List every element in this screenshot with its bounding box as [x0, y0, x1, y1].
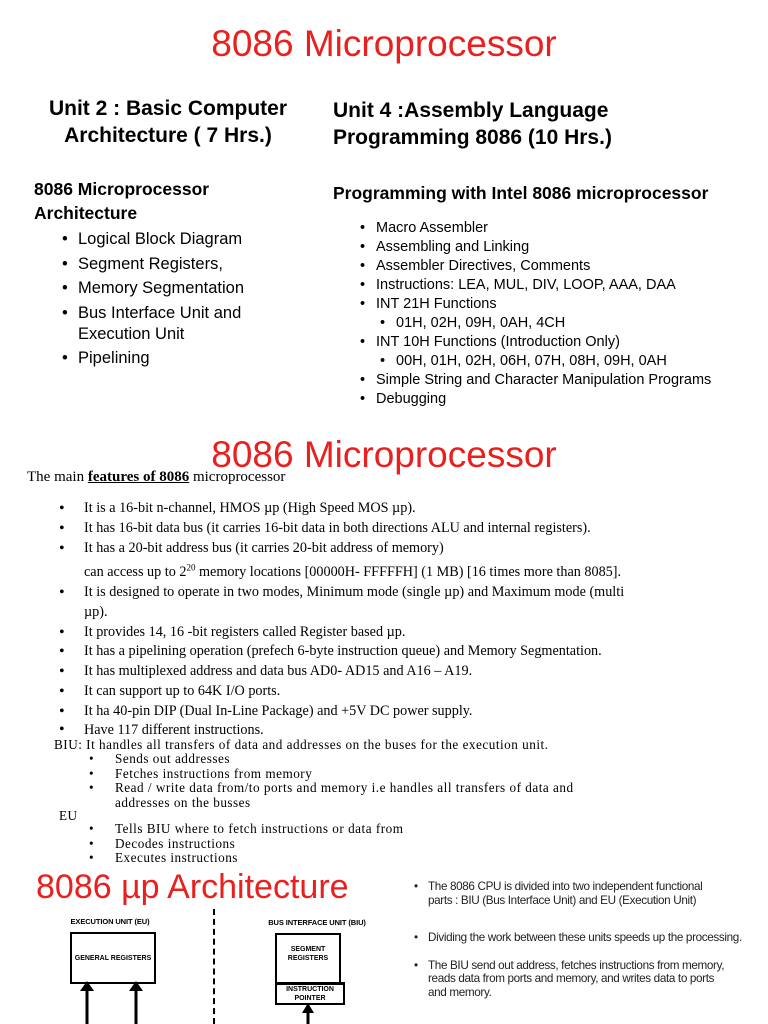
unit2-heading [38, 95, 298, 149]
arrow-head [80, 981, 94, 991]
list-subitem: • 01H, 02H, 09H, 0AH, 4CH [358, 314, 758, 333]
features-intro-pre: The main [27, 469, 88, 485]
note-line: Dividing the work between these units speeds up the processing. [428, 931, 742, 944]
slide2-title: 8086 Microprocessor [211, 434, 557, 475]
segment-registers-label: SEGMENT REGISTERS [287, 946, 329, 962]
note-line: parts : BIU (Bus Interface Unit) and EU (Execution Unit) [428, 893, 697, 907]
feature-item: • It provides 14, 16 -bit registers called Register based µp. [59, 623, 764, 643]
list-subitem: • 00H, 01H, 02H, 06H, 07H, 08H, 09H, 0AH [358, 352, 758, 371]
execution-unit-caption: EXECUTION UNIT (EU) [70, 917, 150, 926]
features-intro-emphasis: features of 8086 [87, 469, 190, 485]
features-intro-post: microprocessor [189, 469, 286, 485]
arrow-up-left [80, 981, 94, 1024]
feature-item: • It has multiplexed address and data bus AD0- AD15 and A16 – A19. [59, 662, 764, 682]
list-item: • Logical Block Diagram [60, 229, 310, 250]
architecture-notes [414, 880, 762, 1012]
arrow-up-right [129, 981, 143, 1024]
note-line: The BIU send out address, fetches instructions from memory, [428, 958, 725, 972]
eu-task-item: • Decodes instructions [87, 837, 757, 852]
eu-label: EU [59, 808, 78, 823]
biu-task-item: • Sends out addresses [87, 752, 757, 767]
unit4-heading-line2: Programming 8086 (10 Hrs.) [333, 126, 612, 149]
feature-item: • It is a 16-bit n-channel, HMOS µp (High Speed MOS µp). [59, 499, 764, 519]
arrow-up-biu [302, 1003, 314, 1024]
slide1-title: 8086 Microprocessor [211, 23, 557, 64]
list-item: • Debugging [358, 390, 758, 409]
list-item: • Segment Registers, [60, 254, 310, 275]
left-topic-list [60, 229, 310, 373]
left-section-line1: 8086 Microprocessor [34, 179, 210, 199]
eu-task-item: • Executes instructions [87, 851, 757, 866]
feature-cont-post: memory locations [00000H- FFFFFH] (1 MB) [16 times more than 8085]. [195, 564, 622, 581]
feature-text: It has a 20-bit address bus (it carries 20-bit address of memory) [84, 539, 444, 556]
right-section-heading: Programming with Intel 8086 microprocessor [333, 183, 709, 203]
feature-cont-sup: 20 [186, 562, 196, 573]
feature-item: • It can support up to 64K I/O ports. [59, 682, 764, 702]
feature-cont-pre: can access up to 2 [84, 564, 187, 581]
list-item: • Pipelining [60, 348, 310, 369]
feature-item: • Have 117 different instructions. [59, 722, 764, 738]
slide3-title: 8086 µp Architecture [36, 868, 349, 906]
feature-item [59, 583, 764, 623]
feature-continuation [84, 564, 621, 580]
feature-item: • It has 16-bit data bus (it carries 16-bit data in both directions ALU and internal registers). [59, 519, 764, 539]
list-item: • INT 21H Functions [358, 295, 758, 314]
list-item: • Memory Segmentation [60, 278, 310, 299]
instruction-pointer-box: INSTRUCTION POINTER [275, 982, 345, 1005]
unit2-heading-line1: Unit 2 : Basic Computer [48, 97, 288, 120]
features-intro [27, 469, 285, 486]
note-item [414, 931, 762, 945]
general-registers-box: GENERAL REGISTERS [70, 932, 156, 984]
eu-task-item: • Tells BIU where to fetch instructions or data from [87, 822, 757, 837]
note-item [414, 880, 762, 907]
note-line: reads data from ports and memory, and writes data to ports [428, 972, 715, 985]
list-item: • Assembling and Linking [358, 238, 758, 257]
arrow-head [129, 981, 143, 991]
list-item-continuation: Execution Unit [78, 324, 185, 343]
list-item [60, 303, 310, 345]
arrow-head [302, 1003, 314, 1013]
biu-task-item: • Fetches instructions from memory [87, 767, 757, 782]
list-item: • INT 10H Functions (Introduction Only) [358, 333, 758, 352]
unit4-heading [333, 97, 612, 151]
feature-item: • It has a pipelining operation (prefech 6-byte instruction queue) and Memory Segmentation. [59, 642, 764, 662]
left-section-line2: Architecture [34, 203, 138, 223]
diagram-arrows [0, 905, 400, 1024]
feature-item [59, 539, 764, 583]
right-topic-list [358, 219, 758, 409]
eu-task-list [87, 822, 757, 866]
left-section-heading [34, 177, 209, 225]
bus-interface-unit-caption: BUS INTERFACE UNIT (BIU) [268, 918, 366, 927]
features-list [59, 499, 764, 738]
list-item: • Macro Assembler [358, 219, 758, 238]
biu-task-item [87, 781, 757, 810]
feature-text: It is designed to operate in two modes, Minimum mode (single µp) and Maximum mode (multi [84, 583, 625, 600]
note-item [414, 959, 762, 1000]
unit2-heading-line2: Architecture ( 7 Hrs.) [64, 124, 272, 147]
feature-item: • It ha 40-pin DIP (Dual In-Line Package) and +5V DC power supply. [59, 702, 764, 722]
list-item: • Instructions: LEA, MUL, DIV, LOOP, AAA, DAA [358, 276, 758, 295]
biu-task-continuation: addresses on the busses [115, 794, 251, 810]
unit4-heading-line1: Unit 4 :Assembly Language [333, 99, 609, 122]
note-line: and memory. [428, 985, 492, 999]
feature-continuation: µp). [84, 603, 108, 620]
list-item: • Simple String and Character Manipulation Programs [358, 371, 758, 390]
list-item: • Assembler Directives, Comments [358, 257, 758, 276]
architecture-diagram [0, 905, 400, 1024]
note-line: The 8086 CPU is divided into two independent functional [428, 880, 703, 893]
list-item-text: Bus Interface Unit and [78, 303, 242, 322]
biu-task-list [87, 752, 757, 810]
biu-task-text: Read / write data from/to ports and memory i.e handles all transfers of data and [115, 780, 574, 796]
biu-description: BIU: It handles all transfers of data and addresses on the buses for the execution unit. [54, 737, 549, 752]
